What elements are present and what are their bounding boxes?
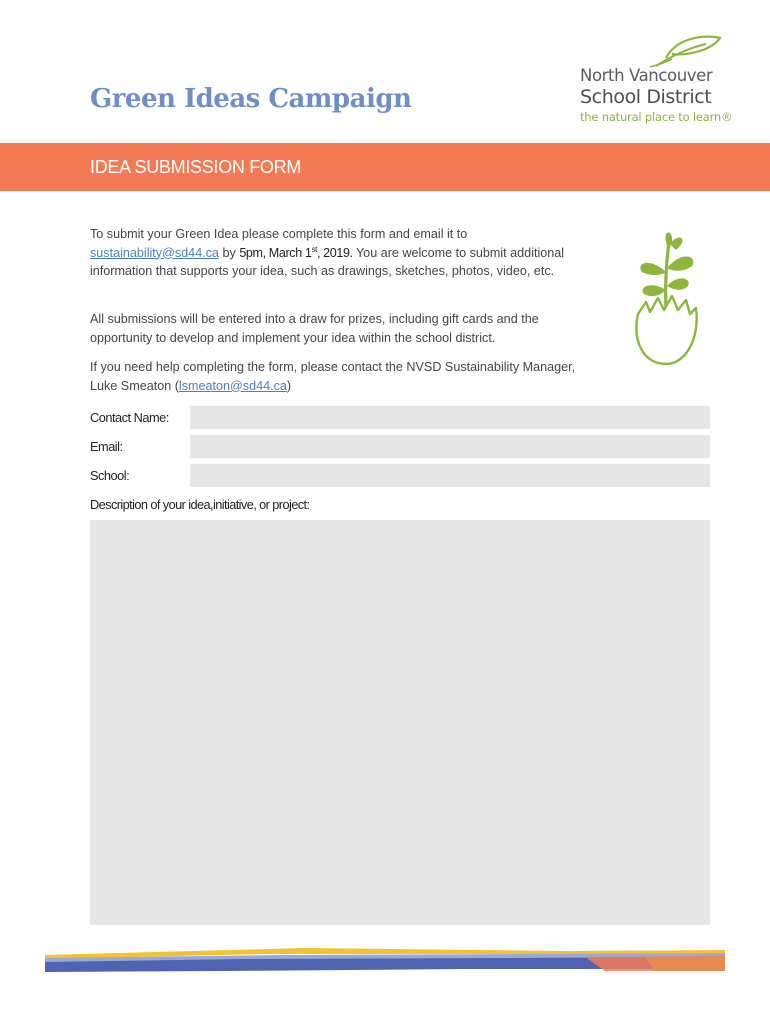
page-title: Green Ideas Campaign: [90, 84, 412, 114]
email-label: Email:: [90, 439, 123, 454]
intro-text: To submit your Green Idea please complete this form and email it to: [90, 227, 468, 241]
school-label: School:: [90, 468, 130, 483]
help-text-end: ): [286, 378, 292, 393]
logo-line-2: School District: [580, 86, 712, 108]
help-text: If you need help completing the form, please contact the NVSD Sustainability Manager, Luke Smeaton (: [90, 360, 576, 393]
logo-line-1: North Vancouver: [580, 66, 713, 85]
section-banner: [0, 143, 770, 191]
contact-name-field[interactable]: [190, 406, 710, 429]
district-logo: [580, 32, 760, 132]
description-label: Description of your idea,initiative, or project:: [90, 497, 310, 512]
intro-paragraph-3: [90, 358, 590, 395]
intro-continuation: You are welcome to submit additional information that supports your idea, such as drawings, sketches, photos, video, etc.: [90, 245, 565, 278]
sustainability-email-link[interactable]: sustainability@sd44.ca: [90, 245, 219, 260]
email-field[interactable]: [190, 435, 710, 458]
sprout-in-eggshell-icon: [630, 228, 702, 368]
manager-email-link[interactable]: lsmeaton@sd44.ca: [178, 378, 287, 393]
contact-name-label: Contact Name:: [90, 410, 169, 425]
deadline-year: , 2019.: [316, 245, 353, 260]
footer-stripe: [45, 945, 725, 975]
leaf-swoosh-icon: [642, 32, 738, 68]
intro-by-text: by: [219, 245, 240, 260]
banner-title: IDEA SUBMISSION FORM: [90, 157, 302, 177]
deadline-date: 5pm, March 1: [239, 245, 312, 260]
intro-paragraph-1: [90, 225, 590, 281]
deadline-ordinal: st: [311, 244, 317, 254]
logo-tagline: the natural place to learn®: [580, 110, 733, 124]
deadline-text: [239, 246, 352, 260]
description-field[interactable]: [90, 520, 710, 925]
intro-paragraph-2: All submissions will be entered into a draw for prizes, including gift cards and the opportunity to develop and implement your idea within the school district.: [90, 312, 539, 345]
school-field[interactable]: [190, 464, 710, 487]
